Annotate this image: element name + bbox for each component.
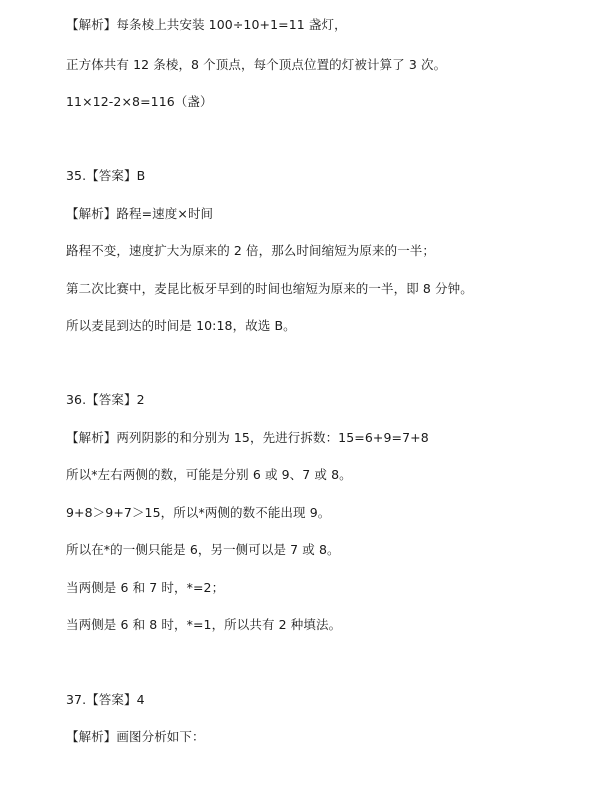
q36-analysis-line-3: 9+8＞9+7＞15，所以*两侧的数不能出现 9。 [66, 505, 331, 520]
q36-analysis-line-6: 当两侧是 6 和 8 时，*=1，所以共有 2 种填法。 [66, 617, 342, 632]
q34-analysis-line-1: 【解析】每条棱上共安装 100÷10+1=11 盏灯， [66, 17, 347, 32]
q36-analysis-line-2: 所以*左右两侧的数，可能是分别 6 或 9、7 或 8。 [66, 467, 352, 482]
q36-analysis-line-1: 【解析】两列阴影的和分别为 15，先进行拆数：15=6+9=7+8 [66, 430, 429, 445]
q37-analysis-line-1: 【解析】画图分析如下： [66, 729, 205, 744]
q36-analysis-line-5: 当两侧是 6 和 7 时，*=2； [66, 580, 225, 595]
q35-analysis-line-1: 【解析】路程=速度×时间 [66, 206, 214, 221]
q35-analysis-line-4: 所以麦昆到达的时间是 10:18，故选 B。 [66, 318, 296, 333]
q35-answer: 35.【答案】B [66, 168, 146, 183]
q34-analysis-line-3: 11×12-2×8=116（盏） [66, 94, 213, 109]
q35-analysis-line-3: 第二次比赛中，麦昆比板牙早到的时间也缩短为原来的一半，即 8 分钟。 [66, 281, 473, 296]
q36-analysis-line-4: 所以在*的一侧只能是 6，另一侧可以是 7 或 8。 [66, 542, 340, 557]
q36-answer: 36.【答案】2 [66, 392, 145, 407]
q34-analysis-line-2: 正方体共有 12 条棱，8 个顶点，每个顶点位置的灯被计算了 3 次。 [66, 57, 447, 72]
q35-analysis-line-2: 路程不变，速度扩大为原来的 2 倍，那么时间缩短为原来的一半； [66, 243, 436, 258]
q37-answer: 37.【答案】4 [66, 692, 145, 707]
